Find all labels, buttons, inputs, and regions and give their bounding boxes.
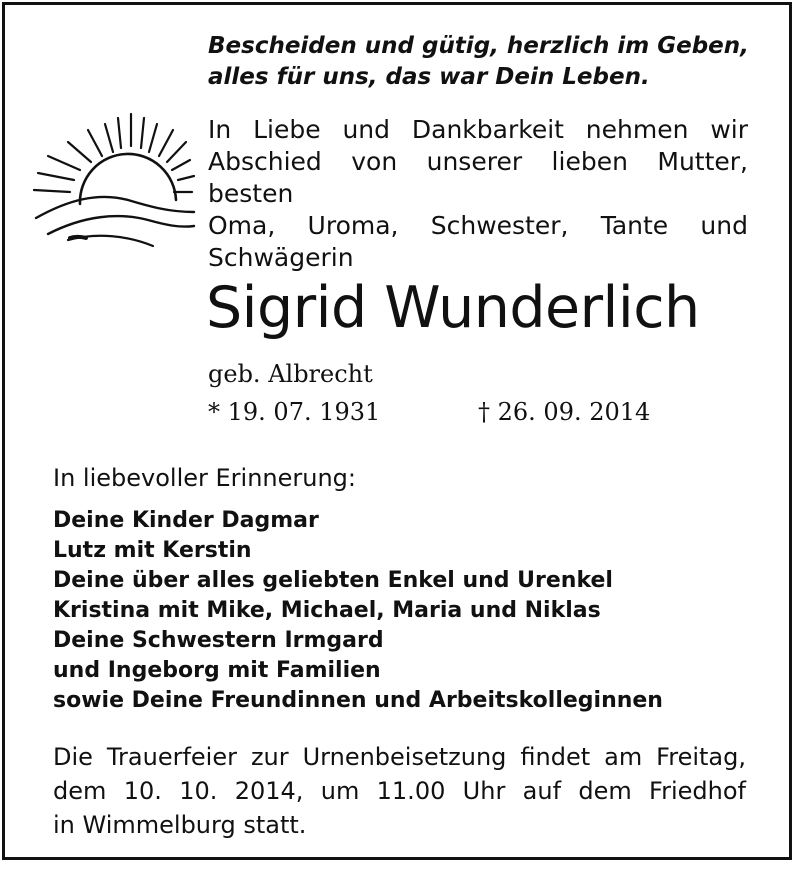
intro-line: In Liebe und Dankbarkeit nehmen wir xyxy=(208,115,748,144)
sunset-over-hills-icon xyxy=(28,108,198,253)
mourner-line: sowie Deine Freundinnen und Arbeitskolleginnen xyxy=(53,688,663,713)
intro-line: Abschied von unserer lieben Mutter, besten xyxy=(208,147,748,208)
mourners-list xyxy=(53,506,663,716)
ceremony-line: in Wimmelburg statt. xyxy=(53,811,307,839)
mourner-line: Lutz mit Kerstin xyxy=(53,538,252,563)
ceremony-line: dem 10. 10. 2014, um 11.00 Uhr auf dem Friedhof xyxy=(53,777,746,805)
ceremony-line: Die Trauerfeier zur Urnenbeisetzung findet am Freitag, xyxy=(53,743,746,771)
remembrance-heading: In liebevoller Erinnerung: xyxy=(53,464,356,492)
ceremony-notice xyxy=(53,740,746,842)
mourner-line: und Ingeborg mit Familien xyxy=(53,658,381,683)
birth-date: * 19. 07. 1931 xyxy=(208,398,381,426)
mourner-line: Deine über alles geliebten Enkel und Urenkel xyxy=(53,568,613,593)
intro-line: Schwägerin xyxy=(208,243,354,272)
life-dates xyxy=(208,397,651,427)
intro-text xyxy=(208,114,748,274)
motto-line: Bescheiden und gütig, herzlich im Geben, xyxy=(208,33,749,59)
motto-verse xyxy=(208,31,749,93)
motto-line: alles für uns, das war Dein Leben. xyxy=(208,64,650,90)
mourner-line: Deine Schwestern Irmgard xyxy=(53,628,384,653)
deceased-name: Sigrid Wunderlich xyxy=(206,275,700,341)
mourner-line: Deine Kinder Dagmar xyxy=(53,508,319,533)
mourner-line: Kristina mit Mike, Michael, Maria und Niklas xyxy=(53,598,601,623)
intro-line: Oma, Uroma, Schwester, Tante und xyxy=(208,211,748,240)
death-date: † 26. 09. 2014 xyxy=(478,398,651,426)
birth-name: geb. Albrecht xyxy=(208,360,373,388)
